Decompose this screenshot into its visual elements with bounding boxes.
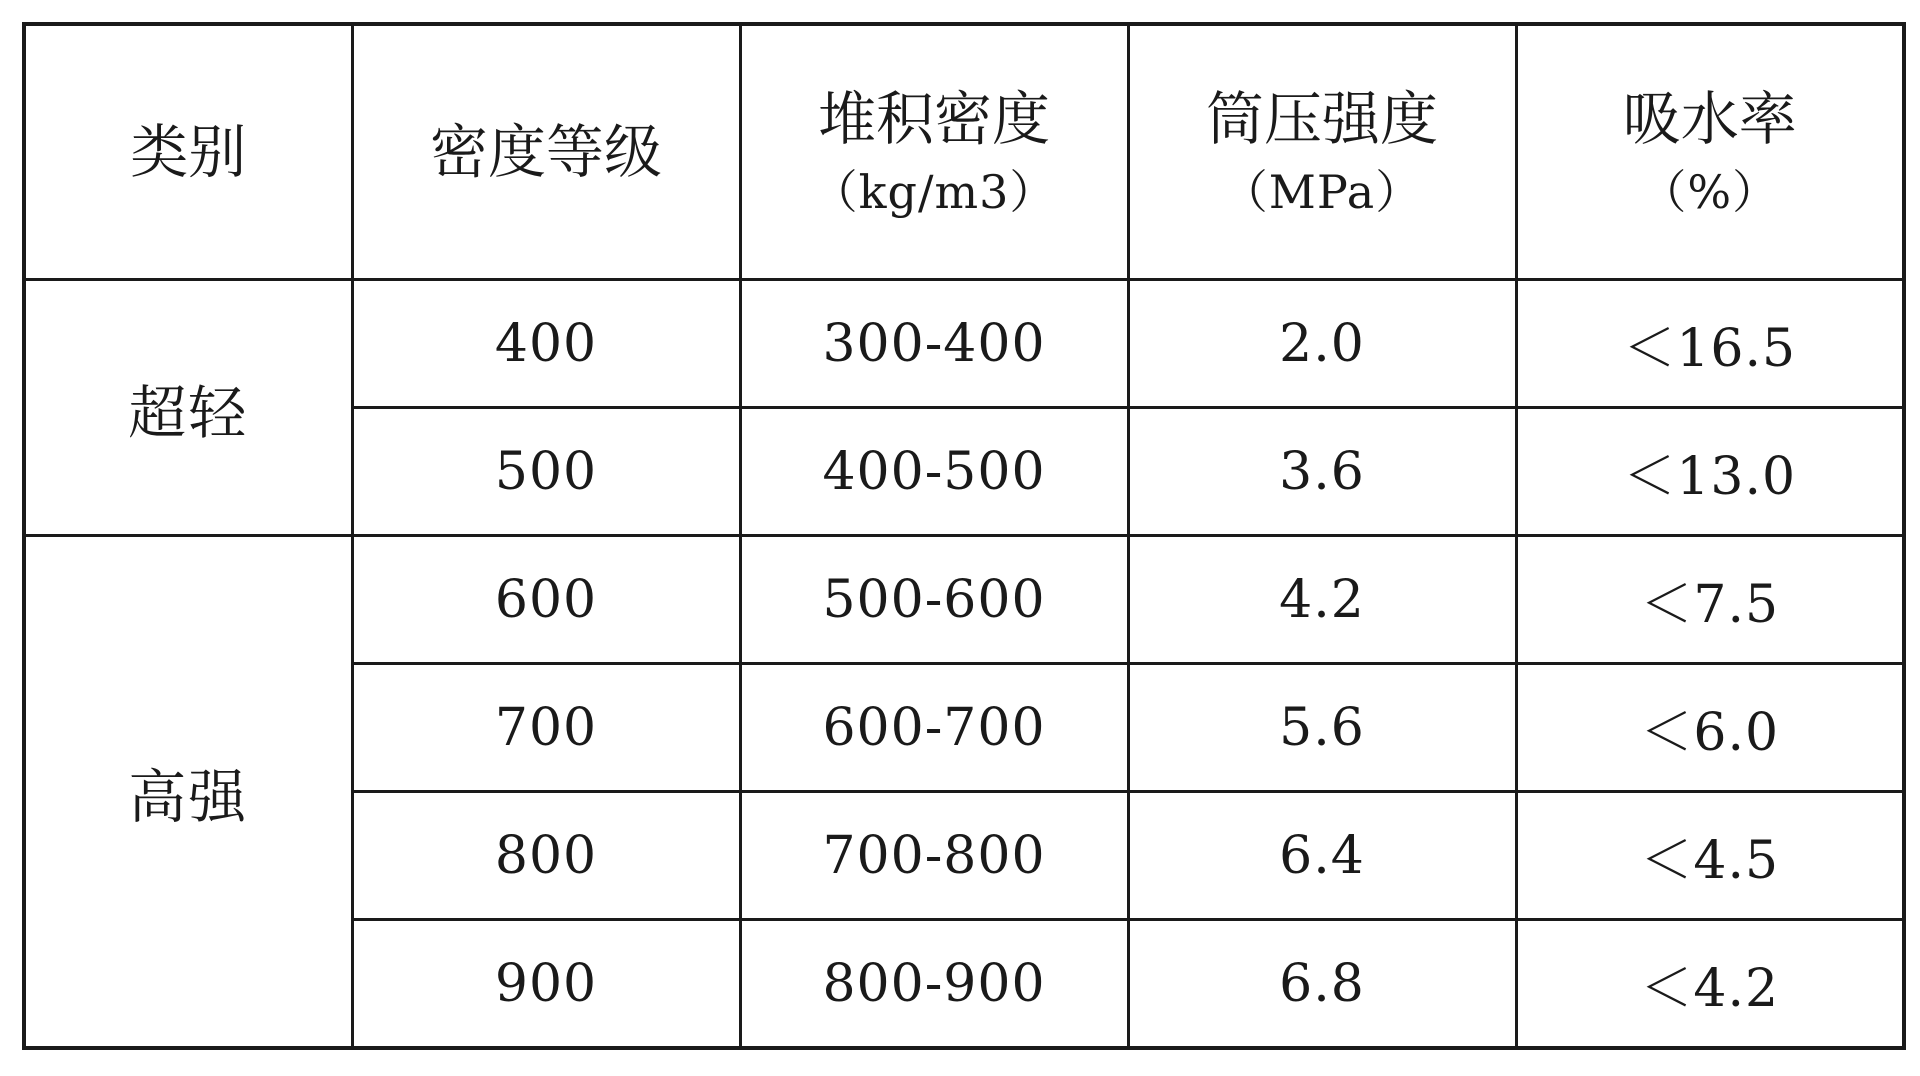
- category-cell-ultralight: 超轻: [24, 280, 352, 536]
- strength-cell: 2.0: [1128, 280, 1516, 408]
- strength-cell: 3.6: [1128, 408, 1516, 536]
- absorption-cell: ＜16.5: [1516, 280, 1904, 408]
- strength-cell: 6.4: [1128, 792, 1516, 920]
- header-bulk-density-unit: （kg/m3）: [811, 164, 1057, 219]
- grade-cell: 900: [352, 920, 740, 1049]
- header-row: [24, 24, 1904, 280]
- table-body: [24, 280, 1904, 1049]
- grade-cell: 500: [352, 408, 740, 536]
- absorption-cell: ＜13.0: [1516, 408, 1904, 536]
- header-density-grade: [352, 24, 740, 280]
- table-row: [24, 280, 1904, 408]
- header-category-label: 类别: [130, 117, 247, 186]
- header-water-absorption: [1516, 24, 1904, 280]
- bulk-density-cell: 800-900: [740, 920, 1128, 1049]
- table-header: [24, 24, 1904, 280]
- grade-cell: 400: [352, 280, 740, 408]
- header-cylinder-strength: [1128, 24, 1516, 280]
- table-row: [24, 536, 1904, 664]
- bulk-density-cell: 400-500: [740, 408, 1128, 536]
- bulk-density-cell: 700-800: [740, 792, 1128, 920]
- header-bulk-density: [740, 24, 1128, 280]
- bulk-density-cell: 600-700: [740, 664, 1128, 792]
- header-cylinder-strength-unit: （MPa）: [1221, 164, 1423, 219]
- header-category: [24, 24, 352, 280]
- strength-cell: 6.8: [1128, 920, 1516, 1049]
- grade-cell: 700: [352, 664, 740, 792]
- data-table-container: [22, 22, 1902, 1050]
- header-cylinder-strength-label: 筒压强度: [1205, 85, 1438, 153]
- absorption-cell: ＜6.0: [1516, 664, 1904, 792]
- header-density-grade-label: 密度等级: [429, 117, 662, 186]
- strength-cell: 4.2: [1128, 536, 1516, 664]
- header-water-absorption-unit: （%）: [1640, 164, 1780, 219]
- header-water-absorption-label: 吸水率: [1622, 85, 1797, 153]
- grade-cell: 800: [352, 792, 740, 920]
- grade-cell: 600: [352, 536, 740, 664]
- bulk-density-cell: 300-400: [740, 280, 1128, 408]
- absorption-cell: ＜7.5: [1516, 536, 1904, 664]
- absorption-cell: ＜4.2: [1516, 920, 1904, 1049]
- category-cell-high-strength: 高强: [24, 536, 352, 1049]
- strength-cell: 5.6: [1128, 664, 1516, 792]
- absorption-cell: ＜4.5: [1516, 792, 1904, 920]
- bulk-density-cell: 500-600: [740, 536, 1128, 664]
- header-bulk-density-label: 堆积密度: [817, 85, 1050, 153]
- density-grade-table: [22, 22, 1906, 1050]
